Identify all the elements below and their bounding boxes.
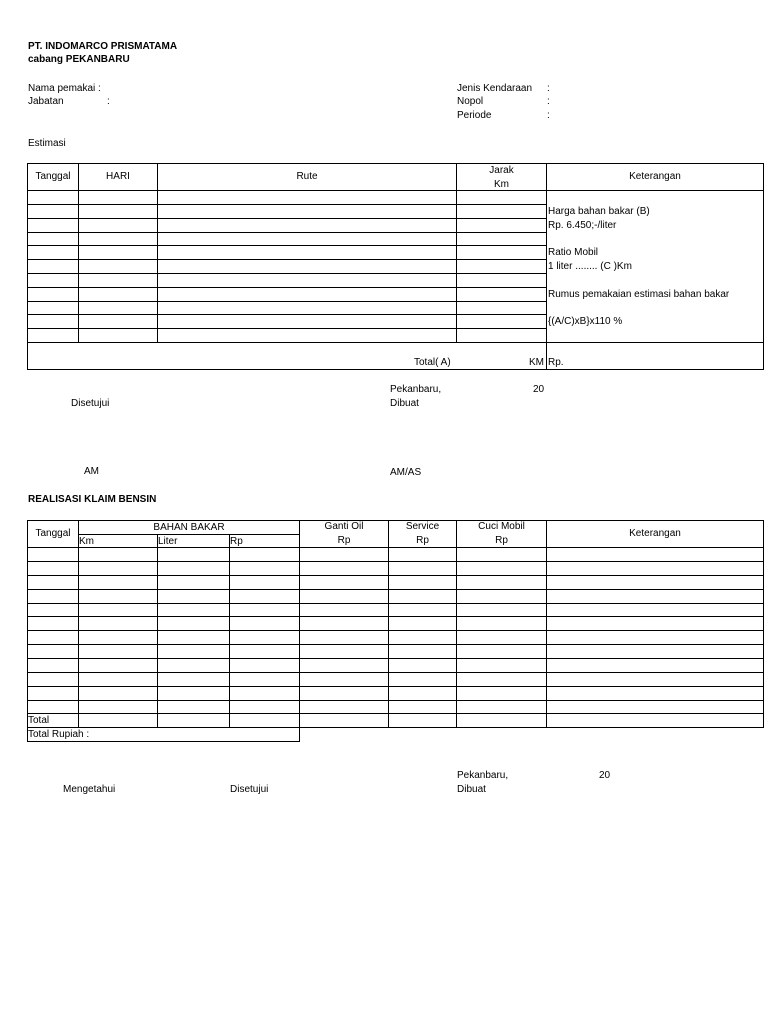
sign2-approved: Disetujui <box>230 784 269 795</box>
sign1-amas: AM/AS <box>390 467 422 478</box>
table-row-line <box>27 700 764 701</box>
note-rumus-formula: {(A/C)xB}x110 % <box>548 316 623 327</box>
nopol-label: Nopol <box>457 96 484 107</box>
jabatan-label: Jabatan <box>28 96 64 107</box>
total-label: Total( A) <box>414 357 451 368</box>
row-total: Total <box>28 715 50 726</box>
table-row-line <box>27 273 547 274</box>
table-row-line <box>27 561 764 562</box>
table-row-line <box>27 686 764 687</box>
sign1-city: Pekanbaru, <box>390 384 442 395</box>
table-row-line <box>27 301 547 302</box>
note-ratio: Ratio Mobil <box>548 247 599 258</box>
header-cuci-mobil-rp: Rp <box>495 535 508 546</box>
header-tanggal: Tanggal <box>35 171 71 182</box>
table-row-line <box>27 672 764 673</box>
header-bahan-bakar: BAHAN BAKAR <box>153 522 225 533</box>
table-row-line <box>27 259 547 260</box>
sign1-year: 20 <box>533 384 545 395</box>
nama-pemakai-label: Nama pemakai : <box>28 83 101 94</box>
header-liter: Liter <box>158 536 178 547</box>
sign2-year: 20 <box>599 770 611 781</box>
table-row-line <box>27 287 547 288</box>
jenis-kendaraan-label: Jenis Kendaraan <box>457 83 533 94</box>
table-row-line <box>27 630 764 631</box>
header-rp: Rp <box>230 536 243 547</box>
header-cuci-mobil: Cuci Mobil <box>478 521 525 532</box>
table-row-line <box>27 727 764 728</box>
branch-name: cabang PEKANBARU <box>28 54 130 65</box>
table-row-line <box>27 218 547 219</box>
company-name: PT. INDOMARCO PRISMATAMA <box>28 41 178 52</box>
estimasi-label: Estimasi <box>28 138 66 149</box>
note-harga-value: Rp. 6.450;-/liter <box>548 220 617 231</box>
header-service: Service <box>405 521 440 532</box>
colon: : <box>547 83 550 94</box>
table-row-line <box>27 713 764 714</box>
sign2-known: Mengetahui <box>63 784 116 795</box>
colon: : <box>547 110 550 121</box>
header-ganti-oil: Ganti Oil <box>324 521 364 532</box>
periode-label: Periode <box>457 110 492 121</box>
table-row-line <box>27 658 764 659</box>
table-row-line <box>27 603 764 604</box>
table-row-line <box>27 575 764 576</box>
header-km: Km <box>494 179 509 190</box>
note-rumus: Rumus pemakaian estimasi bahan bakar <box>548 289 730 300</box>
sign1-made: Dibuat <box>390 398 419 409</box>
sign2-made: Dibuat <box>457 784 486 795</box>
header-keterangan: Keterangan <box>629 528 681 539</box>
header-service-rp: Rp <box>416 535 429 546</box>
table-row-line <box>27 314 547 315</box>
table-row-line <box>27 328 547 329</box>
table-row-line <box>27 589 764 590</box>
total-rp: Rp. <box>548 357 564 368</box>
header-km: Km <box>79 536 94 547</box>
table-row-line <box>27 245 547 246</box>
row-total-rupiah: Total Rupiah : <box>28 729 90 740</box>
note-harga: Harga bahan bakar (B) <box>548 206 650 217</box>
table-row-line <box>27 232 547 233</box>
colon: : <box>547 96 550 107</box>
header-hari: HARI <box>106 171 130 182</box>
sign1-am: AM <box>84 466 99 477</box>
header-ganti-oil-rp: Rp <box>337 535 351 546</box>
jabatan-colon: : <box>107 96 110 107</box>
header-rute: Rute <box>296 171 318 182</box>
table-row-line <box>27 616 764 617</box>
total-km: KM <box>529 357 544 368</box>
note-ratio-value: 1 liter ........ (C )Km <box>548 261 632 272</box>
table-row-line <box>27 644 764 645</box>
realisasi-title: REALISASI KLAIM BENSIN <box>28 494 157 505</box>
header-tanggal: Tanggal <box>35 528 71 539</box>
table-row-line <box>27 204 547 205</box>
sign1-approved: Disetujui <box>71 398 110 409</box>
header-jarak: Jarak <box>489 165 514 176</box>
sign2-city: Pekanbaru, <box>457 770 509 781</box>
header-keterangan: Keterangan <box>629 171 681 182</box>
